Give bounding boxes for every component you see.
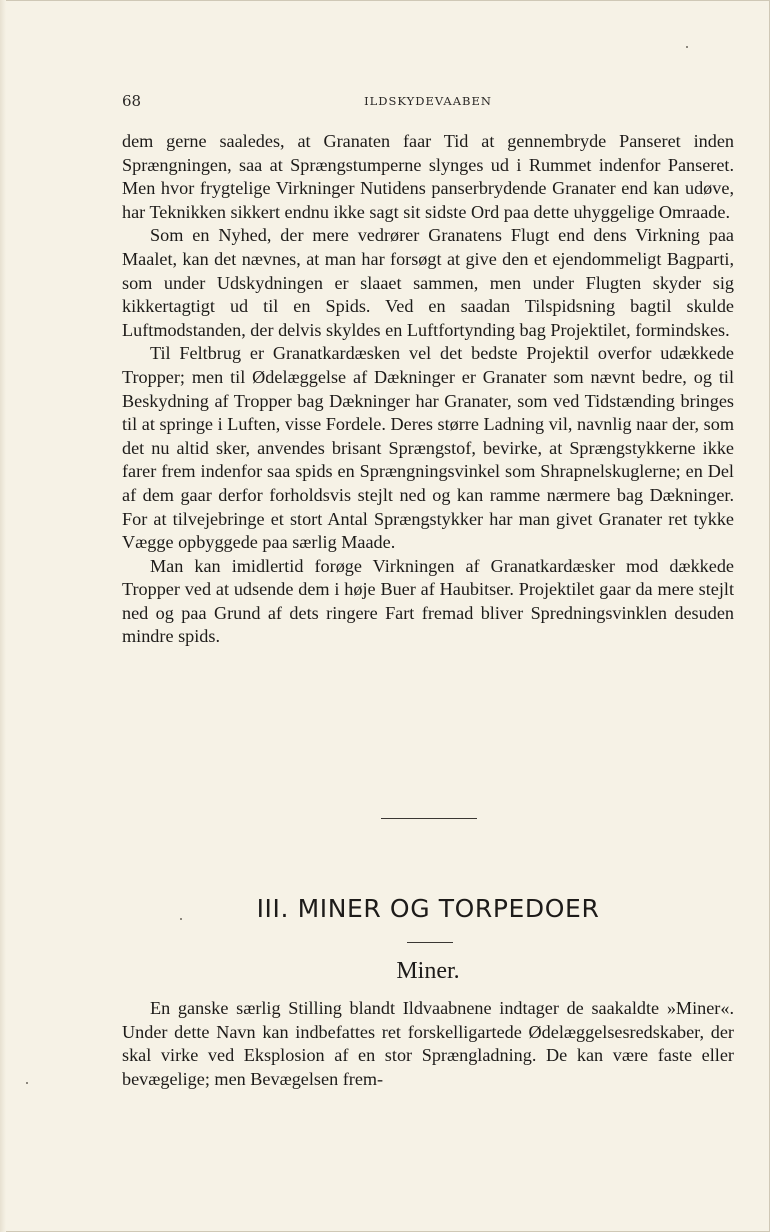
chapter-title: III. MINER OG TORPEDOER	[256, 894, 600, 923]
paragraph: Man kan imidlertid forøge Virkningen af Granatkardæsker mod dækkede Tropper ved at udsende dem i høje Buer af Haubitser. Projektilet gaar da mere stejlt ned og paa Grund af dets ringere Fart fremad bliver Spredningsvinklen desuden mindre spids.	[122, 555, 734, 647]
page-number: 68	[122, 92, 142, 110]
title-divider	[407, 942, 453, 943]
paper-speck	[26, 1082, 28, 1084]
paragraph-continued: dem gerne saaledes, at Granaten faar Tid at gennembryde Panseret inden Sprængningen, saa at Sprængstumperne slynges ud i Rummet indenfor Panseret. Men hvor frygtelige Virkninger Nutidens panserbrydende Granater end kan udøve, har Teknikken sikkert endnu ikke sagt sit sidste Ord paa dette uhyggelige Omraade.	[122, 131, 734, 222]
section-title: Miner.	[396, 958, 460, 984]
running-head	[122, 92, 734, 110]
paper-speck	[686, 46, 688, 48]
paragraph: Til Feltbrug er Granatkardæsken vel det bedste Projektil overfor udækkede Tropper; men til Ødelæggelse af Dækninger er Granater som nævnt bedre, og til Beskydning af Tropper bag Dækninger har Granater, som ved Tidstænding bringes til at springe i Luften, visse Fordele. Deres større Ladning vil, navnlig naar der, som det nu altid sker, anvendes brisant Sprængstof, bevirke, at Sprængstykkerne ikke farer frem indenfor saa spids en Sprængningsvinkel som Shrapnelskuglerne; en Del af dem gaar derfor forholdsvis stejlt ned og kan ramme nærmere bag Dækninger. For at tilvejebringe et stort Antal Sprængstykker har man givet Granater ret tykke Vægge opbyggede paa særlig Maade.	[122, 343, 734, 553]
paragraph: En ganske særlig Stilling blandt Ildvaabnene indtager de saakaldte »Miner«. Under dette Navn kan indbefattes ret forskelligartede Ødelæggelsesredskaber, der skal virke ved Eksplosion af en stor Sprængladning. De kan være faste eller bevægelige; men Bevægelsen frem-	[122, 998, 734, 1089]
page-edge-shadow	[0, 0, 6, 1232]
text-block-1	[122, 130, 734, 649]
text-block-2	[122, 997, 734, 1091]
paper-speck	[180, 918, 182, 920]
paragraph: Som en Nyhed, der mere vedrører Granatens Flugt end dens Virkning paa Maalet, kan det nævnes, at man har forsøgt at give den et ejendommeligt Bagparti, som under Udskydningen er slaaet sammen, men under Flugten skyder sig kikkertagtigt ud til en Spids. Ved en saadan Tilspidsning bagtil skulde Luftmodstanden, der delvis skyldes en Luftfortynding bag Projektilet, formindskes.	[122, 225, 734, 340]
running-title: ILDSKYDEVAABEN	[364, 94, 492, 108]
section-divider	[381, 818, 477, 819]
